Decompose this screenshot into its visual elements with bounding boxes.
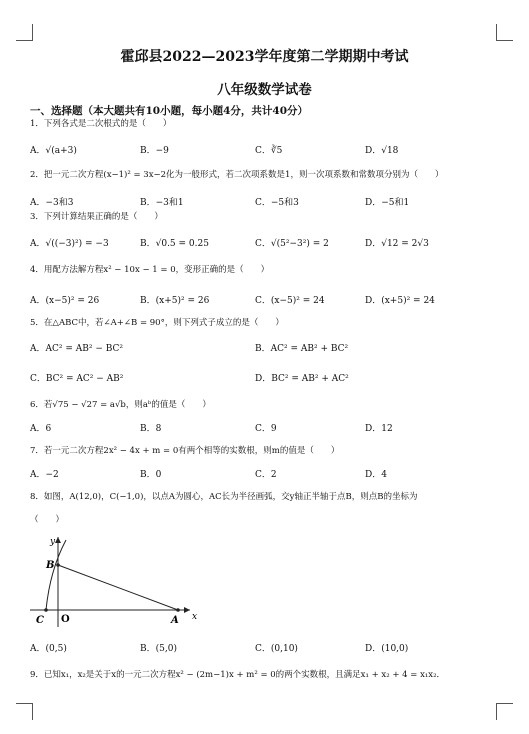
q8-option-b[interactable]: B．(5,0) [140,644,177,654]
question-4-stem: 4．用配方法解方程x² − 10x − 1 = 0，变形正确的是（ ） [30,265,270,275]
q7-option-d[interactable]: D．4 [365,470,387,480]
q7-option-b[interactable]: B．0 [140,470,162,480]
question-1-stem: 1．下列各式是二次根式的是（ ） [30,119,172,129]
q8-option-c[interactable]: C．(0,10) [255,644,298,654]
q1-option-d[interactable]: D．√18 [365,146,399,156]
q6-option-b[interactable]: B．8 [140,424,162,434]
q7-option-a[interactable]: A．−2 [30,470,59,480]
q7-option-c[interactable]: C．2 [255,470,277,480]
exam-title: 霍邱县2022—2023学年度第二学期期中考试 [120,49,409,65]
crop-mark-top-left [16,24,33,41]
q5-option-b[interactable]: B．AC² = AB² + BC² [255,344,349,354]
x-axis-arrow [184,607,190,613]
crop-mark-bottom-left [16,703,33,720]
q3-option-c[interactable]: C．√(5²−3²) = 2 [255,239,329,249]
exam-subtitle: 八年级数学试卷 [217,82,312,98]
y-axis-arrow [55,537,61,543]
section-heading: 一、选择题（本大题共有10小题，每小题4分，共计40分） [30,105,309,117]
question-5-stem: 5．在△ABC中，若∠A+∠B = 90°，则下列式子成立的是（ ） [30,318,284,328]
q6-option-c[interactable]: C．9 [255,424,277,434]
question-7-stem: 7．若一元二次方程2x² − 4x + m = 0有两个相等的实数根，则m的值是（ ） [30,446,340,456]
label-a: A [171,615,179,626]
q3-option-d[interactable]: D．√12 = 2√3 [365,239,429,249]
question-8-stem: 8．如图，A(12,0)，C(−1,0)，以点A为圆心，AC长为半径画弧，交y轴正半轴于点B，则点B的坐标为 [30,492,418,502]
q4-option-c[interactable]: C．(x−5)² = 24 [255,296,325,306]
crop-mark-top-right [496,24,513,41]
q6-option-a[interactable]: A．6 [30,424,52,434]
q2-option-d[interactable]: D．−5和1 [365,198,410,208]
coordinate-figure [30,535,205,630]
point-a [176,608,180,612]
q8-option-d[interactable]: D．(10,0) [365,644,409,654]
q2-option-a[interactable]: A．−3和3 [30,198,74,208]
arc-ac [46,540,66,610]
q5-option-c[interactable]: C．BC² = AC² − AB² [30,374,124,384]
label-x: x [192,612,198,622]
q1-option-c[interactable]: C．∛5 [255,146,283,156]
label-b: B [46,560,55,571]
q5-option-d[interactable]: D．BC² = AB² + AC² [255,374,349,384]
question-9-stem: 9．已知x₁，x₂是关于x的一元二次方程x² − (2m−1)x + m² = 0的两个实数根，且满足x₁ + x₂ + 4 = x₁x₂． [30,670,445,680]
q6-option-d[interactable]: D．12 [365,424,393,434]
q8-option-a[interactable]: A．(0,5) [30,644,67,654]
q4-option-d[interactable]: D．(x+5)² = 24 [365,296,435,306]
label-c: C [36,615,44,626]
segment-ab [58,565,178,610]
q2-option-c[interactable]: C．−5和3 [255,198,299,208]
question-6-stem: 6．若√75 − √27 = a√b，则aᵇ的值是（ ） [30,400,211,410]
question-3-stem: 3．下列计算结果正确的是（ ） [30,212,163,222]
q4-option-a[interactable]: A．(x−5)² = 26 [30,296,100,306]
q1-option-b[interactable]: B．−9 [140,146,169,156]
label-o: O [61,614,70,625]
q3-option-a[interactable]: A．√((−3)²) = −3 [30,239,109,249]
q5-option-a[interactable]: A．AC² = AB² − BC² [30,344,124,354]
label-y: y [50,537,56,547]
question-2-stem: 2．把一元二次方程(x−1)² = 3x−2化为一般形式，若二次项系数是1，则一次项系数和常数项分别为（ ） [30,170,444,180]
question-8-stem-cont: （ ） [30,515,65,525]
q4-option-b[interactable]: B．(x+5)² = 26 [140,296,210,306]
q2-option-b[interactable]: B．−3和1 [140,198,184,208]
crop-mark-bottom-right [496,703,513,720]
point-c [44,608,48,612]
point-b [56,563,60,567]
q3-option-b[interactable]: B．√0.5 = 0.25 [140,239,209,249]
q1-option-a[interactable]: A．√(a+3) [30,146,77,156]
